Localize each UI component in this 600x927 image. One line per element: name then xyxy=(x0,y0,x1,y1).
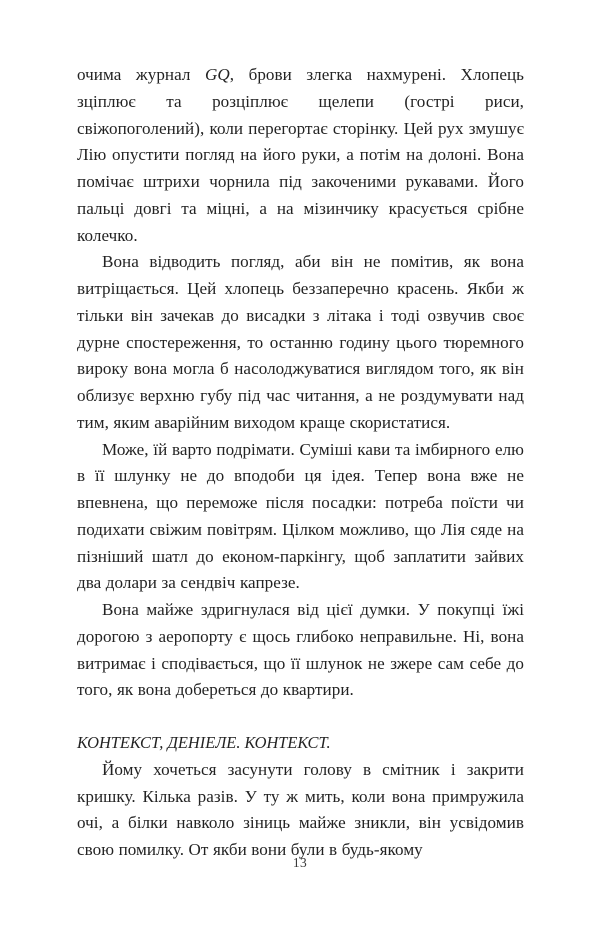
paragraph-text: очима журнал GQ, брови злегка нахмурені. Хлопець зціплює та розціплює щелепи (гострі риси, свіжопоголений), коли перегортає сторінку. Цей рух змушує Лію опустити погляд на його руки, а потім на долоні. Вона помічає штрихи чорнила під закоченими рукавами. Його пальці довгі та міцні, а на мізинчику красується срібне колечко. xyxy=(77,65,525,245)
magazine-title: GQ xyxy=(204,65,230,84)
paragraph xyxy=(77,249,524,436)
paragraph-text: Вона відводить погляд, аби він не помітив, як вона витріщається. Цей хлопець беззаперечно красень. Якби ж тільки він зачекав до висадки з літака і тоді озвучив своє дурне спостереження, то останню годину цього тюремного вироку вона могла б насолоджуватися виглядом того, як він облизує верхню губу під час читання, а не роздумувати над тим, яким аварійним виходом краще скористатися. xyxy=(77,252,524,432)
paragraph xyxy=(77,597,524,704)
paragraph-text: Може, їй варто подрімати. Суміші кави та імбирного елю в її шлунку не до вподоби ця ідея. Тепер вона вже не впевнена, що переможе після посадки: потреба поїсти чи подихати свіжим повітрям. Цілком можливо, що Лія сяде на пізніший шатл до економ-паркінгу, щоб заплатити зайвих два долари за сендвіч капрезе. xyxy=(77,439,524,593)
paragraph xyxy=(77,437,524,598)
paragraph-text: Йому хочеться засунути голову в смітник і закрити кришку. Кілька разів. У ту ж мить, коли вона примружила очі, а білки навколо зіниць майже зникли, він усвідомив свою помилку. От якби вони були в будь-якому xyxy=(77,759,524,859)
paragraph xyxy=(77,757,524,864)
paragraph-continued xyxy=(77,62,524,249)
paragraph-text: Вона майже здригнулася від цієї думки. У покупці їжі дорогою з аеропорту є щось глибоко неправильне. Ні, вона витримає і сподівається, що її шлунок не зжере сам себе до того, як вона добереться до квартири. xyxy=(77,600,524,700)
page-text-block xyxy=(77,62,524,864)
section-heading: КОНТЕКСТ, ДЕНІЕЛЕ. КОНТЕКСТ. xyxy=(77,733,331,752)
page-number: 13 xyxy=(292,855,308,870)
